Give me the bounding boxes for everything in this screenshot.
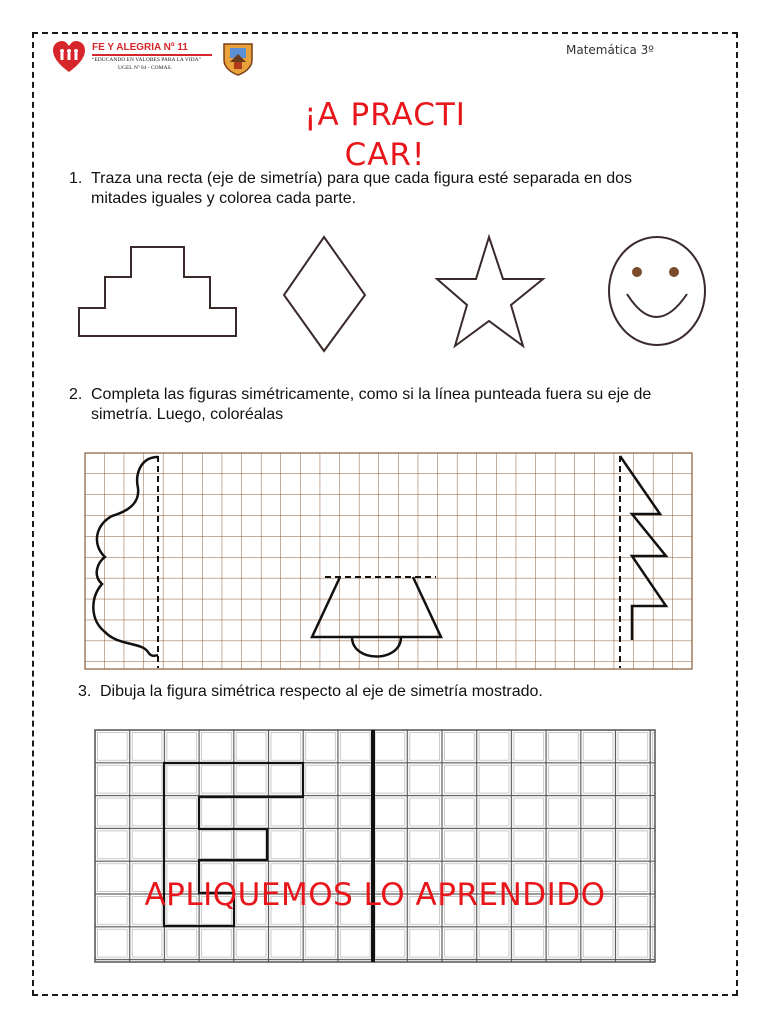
question-text: Traza una recta (eje de simetría) para que cada figura esté separada en dos mitades iguales y colorea cada parte. [91,170,633,207]
question-number: 3. [78,683,92,700]
subject-label: Matemática 3º [566,43,654,57]
section-heading: APLIQUEMOS LO APRENDIDO [144,877,606,913]
question-text: Dibuja la figura simétrica respecto al eje de simetría mostrado. [100,683,543,700]
question-number: 1. [69,170,83,187]
question-number: 2. [69,386,83,403]
school-motto: “EDUCANDO EN VALORES PARA LA VIDA” [92,57,202,63]
page-title: ¡A PRACTICAR! [304,97,466,173]
school-ugel: UGEL Nº 04 - COMAS. [118,65,172,71]
school-name: FE Y ALEGRIA Nº 11 [92,42,188,53]
question-text: Completa las figuras simétricamente, como si la línea punteada fuera su eje de simetría. Luego, coloréalas [91,386,652,423]
